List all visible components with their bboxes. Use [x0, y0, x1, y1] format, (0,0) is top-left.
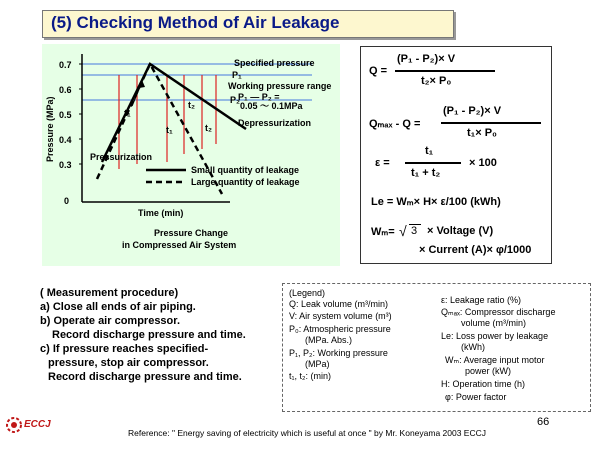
graph-caption-line2: in Compressed Air System: [122, 240, 237, 250]
procedure-step-c: c) If pressure reaches specified-: [40, 343, 209, 355]
t1-label: t₁: [124, 108, 131, 118]
legend-heading: (Legend): [289, 288, 326, 298]
legend-item: V: Air system volume (m³): [289, 311, 392, 321]
procedure-step-b: b) Operate air compressor.: [40, 315, 180, 327]
title-box: [42, 10, 454, 38]
wm-sqrt-value: 3: [411, 225, 418, 237]
legend-item: Wₘ: Average input motor: [445, 355, 545, 365]
epsilon-lhs: ε =: [375, 157, 390, 169]
q-lhs: Q =: [369, 65, 388, 77]
p2-label: P₂: [230, 95, 241, 105]
procedure-step-c-record: Record discharge pressure and time.: [48, 371, 242, 383]
pressurization-label: Pressurization: [90, 152, 153, 162]
working-range-label: Working pressure range: [228, 81, 332, 91]
wm-line2: × Current (A)× φ/1000: [419, 244, 532, 256]
procedure-step-b-detail: Record discharge pressure and time.: [52, 329, 246, 341]
legend-item: (MPa. Abs.): [305, 335, 353, 345]
legend-box: [282, 283, 591, 412]
pressure-change-graph: [42, 44, 340, 266]
eccj-logo-icon: [5, 416, 23, 434]
x-axis-label: Time (min): [138, 208, 184, 218]
qmax-lhs: Qₘₐₓ - Q =: [369, 118, 421, 130]
graph-caption-line1: Pressure Change: [154, 228, 229, 238]
epsilon-fraction-bar: [405, 162, 461, 164]
y-axis-label: Pressure (MPa): [45, 96, 55, 162]
legend-item: φ: Power factor: [445, 392, 507, 402]
y-tick-label: 0.4: [59, 135, 72, 145]
y-tick-label: 0.3: [59, 160, 72, 170]
epsilon-numerator: t₁: [425, 145, 434, 157]
legend-item: Le: Loss power by leakage: [441, 331, 549, 341]
legend-item: volume (m³/min): [461, 318, 527, 328]
epsilon-rhs: × 100: [469, 157, 497, 169]
y-tick-label: 0.5: [59, 110, 72, 120]
le-formula: Le = Wₘ× H× ε/100 (kWh): [371, 196, 501, 208]
legend-item: P₁, P₂: Working pressure: [289, 348, 388, 358]
q-denominator: t₂× P₀: [421, 75, 452, 87]
measurement-procedure: [40, 286, 246, 384]
y-tick-label: 0.7: [59, 60, 72, 70]
y-tick-label: 0.6: [59, 85, 72, 95]
legend-item: (MPa): [305, 359, 330, 369]
legend-item: Q: Leak volume (m³/min): [289, 299, 389, 309]
q-numerator: (P₁ - P₂)× V: [397, 53, 456, 65]
legend-item: power (kW): [465, 366, 512, 376]
formula-box: [360, 46, 552, 264]
depressurization-label: Depressurization: [238, 118, 312, 128]
q-fraction-bar: [395, 70, 495, 72]
t2-label: t₂: [205, 123, 212, 133]
legend-item: H: Operation time (h): [441, 379, 526, 389]
qmax-fraction-bar: [441, 122, 541, 124]
legend-large-label: Large quantity of leakage: [191, 177, 300, 187]
wm-lhs: Wₘ=: [371, 226, 395, 238]
qmax-numerator: (P₁ - P₂)× V: [443, 105, 502, 117]
legend-small-label: Small quantity of leakage: [191, 165, 300, 175]
wm-rhs: × Voltage (V): [427, 225, 494, 237]
eccj-logo-text: ECCJ: [24, 419, 51, 430]
specified-pressure-label: Specified pressure: [234, 58, 315, 68]
legend-item: Qₘₐₓ: Compressor discharge: [441, 307, 556, 317]
reference-note: Reference: " Energy saving of electricity which is useful at once " by Mr. Koneyama 2003 ECCJ: [128, 428, 487, 438]
procedure-step-c-detail: pressure, stop air compressor.: [48, 357, 209, 369]
t1-label: t₁: [166, 125, 173, 135]
page-number: 66: [537, 416, 550, 428]
legend-item: t₁, t₂: (min): [289, 371, 332, 381]
page-title: (5) Checking Method of Air Leakage: [51, 13, 340, 32]
qmax-denominator: t₁× P₀: [467, 127, 497, 139]
p-range-label: 0.05 ～ 0.1MPa: [240, 101, 303, 111]
t2-label: t₂: [188, 100, 195, 110]
epsilon-denominator: t₁ + t₂: [411, 167, 441, 179]
y-tick-label: 0: [64, 196, 70, 206]
legend-item: ε: Leakage ratio (%): [441, 295, 522, 305]
procedure-step-a: a) Close all ends of air piping.: [40, 301, 196, 313]
p1-label: P₁: [232, 70, 242, 80]
legend-item: (kWh): [461, 342, 485, 352]
p-formula-label: P₁ — P₂ =: [238, 92, 280, 102]
procedure-heading: ( Measurement procedure): [40, 287, 179, 299]
legend-item: P₀: Atmospheric pressure: [289, 324, 391, 334]
sqrt-icon: √: [399, 223, 407, 239]
